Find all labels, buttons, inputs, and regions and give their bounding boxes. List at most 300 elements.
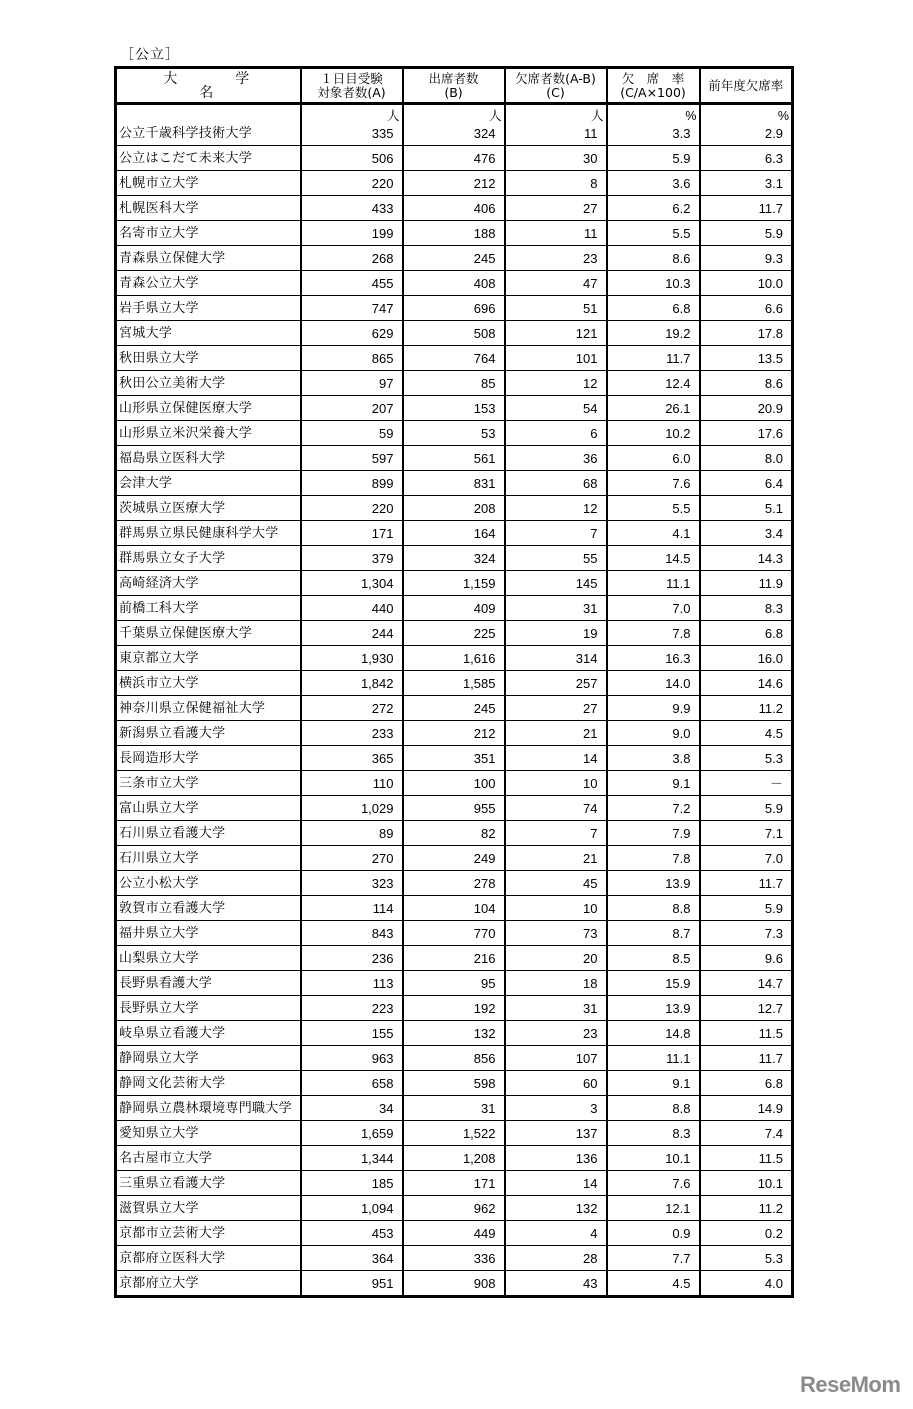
cell-value: 47 xyxy=(583,276,598,291)
cell-value: 26.1 xyxy=(665,401,691,416)
university-name-cell xyxy=(116,971,301,996)
cell-value: 82 xyxy=(481,826,496,841)
value-cell xyxy=(403,171,505,196)
value-cell xyxy=(301,546,403,571)
value-cell xyxy=(505,896,607,921)
cell-value: 19 xyxy=(583,626,598,641)
cell-value: 8.0 xyxy=(764,451,783,466)
value-cell xyxy=(505,771,607,796)
cell-value: 449 xyxy=(473,1226,496,1241)
cell-value: 207 xyxy=(371,401,394,416)
value-cell xyxy=(403,496,505,521)
cell-value: 11.5 xyxy=(758,1026,783,1041)
value-cell xyxy=(607,1046,700,1071)
university-name-cell xyxy=(116,1021,301,1046)
value-cell xyxy=(301,996,403,1021)
cell-value: 4.5 xyxy=(672,1276,691,1291)
cell-value: 278 xyxy=(473,876,496,891)
value-cell xyxy=(301,196,403,221)
value-cell xyxy=(301,521,403,546)
table-row xyxy=(116,846,793,871)
value-cell xyxy=(301,371,403,396)
value-cell xyxy=(505,621,607,646)
value-cell xyxy=(505,1171,607,1196)
cell-value: 1,930 xyxy=(360,651,394,666)
cell-value: 3.3 xyxy=(672,126,691,141)
table-row xyxy=(116,146,793,171)
cell-value: 34 xyxy=(379,1101,394,1116)
university-name-cell xyxy=(116,221,301,246)
unit-label: 人 xyxy=(386,109,400,123)
value-cell xyxy=(505,1021,607,1046)
value-cell xyxy=(403,1121,505,1146)
value-cell xyxy=(700,1246,793,1271)
value-cell xyxy=(700,221,793,246)
cell-value: 110 xyxy=(372,776,394,791)
value-cell xyxy=(403,1146,505,1171)
value-cell xyxy=(700,746,793,771)
cell-value: 9.0 xyxy=(672,726,691,741)
value-cell xyxy=(505,396,607,421)
cell-value: 223 xyxy=(371,1001,394,1016)
cell-value: 963 xyxy=(371,1051,394,1066)
value-cell xyxy=(301,496,403,521)
value-cell xyxy=(301,146,403,171)
value-cell xyxy=(607,1121,700,1146)
cell-value: 1,344 xyxy=(360,1151,394,1166)
cell-value: 1,842 xyxy=(360,676,394,691)
value-cell xyxy=(301,596,403,621)
cell-value: 379 xyxy=(371,551,394,566)
value-cell xyxy=(505,746,607,771)
university-name-cell xyxy=(116,721,301,746)
university-name: 東京都立大学 xyxy=(119,651,199,666)
value-cell xyxy=(505,846,607,871)
value-cell xyxy=(607,696,700,721)
cell-value: 2.9 xyxy=(764,126,783,141)
cell-value: 10.1 xyxy=(665,1151,691,1166)
cell-value: 11.7 xyxy=(758,1051,783,1066)
university-name-cell xyxy=(116,696,301,721)
cell-value: 5.5 xyxy=(672,226,691,241)
table-row xyxy=(116,1046,793,1071)
cell-value: 43 xyxy=(583,1276,598,1291)
cell-value: 11.9 xyxy=(758,576,783,591)
university-name-cell xyxy=(116,521,301,546)
value-cell xyxy=(505,596,607,621)
value-cell xyxy=(607,1071,700,1096)
cell-value: 14.8 xyxy=(665,1026,691,1041)
table-row xyxy=(116,321,793,346)
value-cell xyxy=(403,696,505,721)
value-cell xyxy=(505,571,607,596)
value-cell xyxy=(607,371,700,396)
value-cell xyxy=(505,946,607,971)
value-cell xyxy=(505,1196,607,1221)
value-cell xyxy=(607,296,700,321)
cell-value: 8.6 xyxy=(672,251,691,266)
university-name: 札幌市立大学 xyxy=(119,176,199,191)
table-row xyxy=(116,1121,793,1146)
cell-value: 132 xyxy=(473,1026,496,1041)
value-cell xyxy=(403,371,505,396)
cell-value: 12 xyxy=(583,376,598,391)
header-row xyxy=(116,68,793,104)
cell-value: 433 xyxy=(371,201,394,216)
university-name-cell xyxy=(116,871,301,896)
cell-value: 14.0 xyxy=(665,676,691,691)
value-cell xyxy=(505,646,607,671)
value-cell xyxy=(505,146,607,171)
table-row xyxy=(116,371,793,396)
cell-value: 561 xyxy=(473,451,496,466)
value-cell xyxy=(403,796,505,821)
cell-value: 1,522 xyxy=(462,1126,496,1141)
university-name-cell xyxy=(116,1196,301,1221)
cell-value: 0.2 xyxy=(764,1226,783,1241)
column-header-line1: 大 学 名 xyxy=(163,70,308,101)
value-cell xyxy=(607,571,700,596)
table-row xyxy=(116,471,793,496)
cell-value: 89 xyxy=(379,826,394,841)
university-name: 青森公立大学 xyxy=(119,276,199,291)
university-name-cell xyxy=(116,946,301,971)
cell-value: 12.7 xyxy=(757,1001,783,1016)
value-cell xyxy=(505,1121,607,1146)
cell-value: 5.3 xyxy=(764,1251,783,1266)
value-cell xyxy=(301,321,403,346)
cell-value: 9.9 xyxy=(672,701,691,716)
cell-value: 208 xyxy=(473,501,496,516)
cell-value: 11.7 xyxy=(666,351,691,366)
cell-value: 164 xyxy=(473,526,496,541)
value-cell xyxy=(301,1096,403,1121)
value-cell xyxy=(700,321,793,346)
cell-value: 658 xyxy=(371,1076,394,1091)
cell-value: 107 xyxy=(575,1051,598,1066)
cell-value: 4.1 xyxy=(672,526,691,541)
value-cell xyxy=(505,871,607,896)
table-row xyxy=(116,1221,793,1246)
value-cell xyxy=(607,871,700,896)
cell-value: 8.3 xyxy=(764,601,783,616)
cell-value: 843 xyxy=(371,926,394,941)
value-cell xyxy=(700,671,793,696)
cell-value: 27 xyxy=(583,201,598,216)
cell-value: 68 xyxy=(583,476,598,491)
cell-value: 8.3 xyxy=(672,1126,691,1141)
value-cell xyxy=(403,446,505,471)
cell-value: 9.3 xyxy=(764,251,783,266)
value-cell xyxy=(403,396,505,421)
value-cell xyxy=(700,796,793,821)
table-row xyxy=(116,646,793,671)
cell-value: 12.4 xyxy=(665,376,691,391)
cell-value: 17.8 xyxy=(757,326,783,341)
cell-value: 6.8 xyxy=(672,301,691,316)
unit-label: % xyxy=(685,109,697,123)
cell-value: 4 xyxy=(590,1226,598,1241)
value-cell xyxy=(700,1146,793,1171)
cell-value: 951 xyxy=(371,1276,394,1291)
value-cell xyxy=(700,346,793,371)
table-row xyxy=(116,946,793,971)
value-cell xyxy=(607,796,700,821)
value-cell xyxy=(607,446,700,471)
value-cell xyxy=(403,671,505,696)
cell-value: 8 xyxy=(590,176,598,191)
university-name: 茨城県立医療大学 xyxy=(119,501,226,516)
value-cell xyxy=(301,1171,403,1196)
value-cell xyxy=(505,421,607,446)
value-cell xyxy=(607,246,700,271)
university-name: 千葉県立保健医療大学 xyxy=(119,626,253,641)
cell-value: 11 xyxy=(584,226,598,241)
cell-value: 132 xyxy=(575,1201,598,1216)
cell-value: 171 xyxy=(371,526,394,541)
value-cell xyxy=(607,996,700,1021)
value-cell xyxy=(403,1221,505,1246)
value-cell xyxy=(607,846,700,871)
cell-value: 13.9 xyxy=(665,876,691,891)
university-name: 福井県立大学 xyxy=(119,926,199,941)
cell-value: 6.8 xyxy=(764,626,783,641)
cell-value: 23 xyxy=(583,1026,598,1041)
cell-value: 11.1 xyxy=(666,1051,691,1066)
value-cell xyxy=(505,521,607,546)
cell-value: 7.3 xyxy=(764,926,783,941)
university-name: 石川県立大学 xyxy=(119,851,199,866)
cell-value: 28 xyxy=(583,1251,598,1266)
value-cell xyxy=(505,171,607,196)
table-row xyxy=(116,546,793,571)
university-name-cell xyxy=(116,671,301,696)
cell-value: 13.9 xyxy=(665,1001,691,1016)
university-name-cell xyxy=(116,646,301,671)
cell-value: 21 xyxy=(583,726,598,741)
value-cell xyxy=(607,471,700,496)
value-cell xyxy=(301,104,403,146)
value-cell xyxy=(607,646,700,671)
value-cell xyxy=(607,946,700,971)
cell-value: 268 xyxy=(371,251,394,266)
value-cell xyxy=(403,621,505,646)
value-cell xyxy=(607,1021,700,1046)
university-name-cell xyxy=(116,171,301,196)
university-name: 石川県立看護大学 xyxy=(119,826,226,841)
cell-value: 5.1 xyxy=(764,501,783,516)
column-header-line1: 出席者数 xyxy=(428,70,479,86)
cell-value: 508 xyxy=(473,326,496,341)
value-cell xyxy=(505,246,607,271)
value-cell xyxy=(607,621,700,646)
cell-value: 16.3 xyxy=(665,651,691,666)
cell-value: 121 xyxy=(575,326,598,341)
table-row xyxy=(116,571,793,596)
university-name: 滋賀県立大学 xyxy=(119,1201,199,1216)
cell-value: 60 xyxy=(583,1076,598,1091)
cell-value: 4.0 xyxy=(764,1276,783,1291)
value-cell xyxy=(700,571,793,596)
cell-value: 55 xyxy=(583,551,598,566)
cell-value: 14.6 xyxy=(757,676,783,691)
university-name: 富山県立大学 xyxy=(119,801,199,816)
value-cell xyxy=(700,371,793,396)
university-name: 秋田県立大学 xyxy=(119,351,199,366)
value-cell xyxy=(403,221,505,246)
cell-value: 212 xyxy=(473,726,496,741)
value-cell xyxy=(505,696,607,721)
value-cell xyxy=(505,371,607,396)
cell-value: 3.8 xyxy=(672,751,691,766)
value-cell xyxy=(403,1046,505,1071)
value-cell xyxy=(301,721,403,746)
cell-value: 85 xyxy=(481,376,496,391)
university-name: 宮城大学 xyxy=(119,326,173,341)
cell-value: 171 xyxy=(473,1176,496,1191)
value-cell xyxy=(700,546,793,571)
cell-value: 3.1 xyxy=(764,176,783,191)
value-cell xyxy=(301,346,403,371)
value-cell xyxy=(607,971,700,996)
value-cell xyxy=(301,296,403,321)
cell-value: 10 xyxy=(583,776,598,791)
value-cell xyxy=(403,746,505,771)
value-cell xyxy=(403,646,505,671)
cell-value: 8.8 xyxy=(672,901,691,916)
cell-value: 54 xyxy=(583,401,598,416)
unit-label: 人 xyxy=(488,109,502,123)
table-row xyxy=(116,446,793,471)
value-cell xyxy=(700,1221,793,1246)
table-row xyxy=(116,1171,793,1196)
value-cell xyxy=(607,596,700,621)
university-name: 秋田公立美術大学 xyxy=(119,376,226,391)
value-cell xyxy=(607,421,700,446)
cell-value: 74 xyxy=(583,801,598,816)
university-name: 山形県立米沢栄養大学 xyxy=(119,426,253,441)
table-row xyxy=(116,971,793,996)
university-name: 公立小松大学 xyxy=(119,876,199,891)
cell-value: 8.7 xyxy=(672,926,691,941)
cell-value: 1,208 xyxy=(462,1151,496,1166)
university-name-cell xyxy=(116,1071,301,1096)
cell-value: 6.3 xyxy=(764,151,783,166)
university-name-cell xyxy=(116,996,301,1021)
cell-value: 45 xyxy=(583,876,598,891)
value-cell xyxy=(700,821,793,846)
table-row xyxy=(116,496,793,521)
value-cell xyxy=(700,621,793,646)
table-row xyxy=(116,696,793,721)
cell-value: 199 xyxy=(371,226,394,241)
cell-value: 220 xyxy=(371,176,394,191)
table-row xyxy=(116,796,793,821)
table-row xyxy=(116,671,793,696)
value-cell xyxy=(301,921,403,946)
cell-value: 153 xyxy=(473,401,496,416)
university-name-cell xyxy=(116,821,301,846)
university-name-cell xyxy=(116,1096,301,1121)
university-name: 長岡造形大学 xyxy=(119,751,199,766)
university-name-cell xyxy=(116,471,301,496)
cell-value: 506 xyxy=(371,151,394,166)
cell-value: 409 xyxy=(473,601,496,616)
university-name: 京都府立医科大学 xyxy=(119,1251,226,1266)
value-cell xyxy=(505,546,607,571)
cell-value: 13.5 xyxy=(757,351,783,366)
value-cell xyxy=(505,196,607,221)
cell-value: 7.8 xyxy=(672,851,691,866)
table-row xyxy=(116,1021,793,1046)
cell-value: 364 xyxy=(371,1251,394,1266)
university-name-cell xyxy=(116,496,301,521)
cell-value: 270 xyxy=(371,851,394,866)
cell-value: 15.9 xyxy=(665,976,691,991)
value-cell xyxy=(700,871,793,896)
cell-value: 11.1 xyxy=(666,576,691,591)
cell-value: 1,659 xyxy=(360,1126,394,1141)
table-row xyxy=(116,196,793,221)
value-cell xyxy=(607,546,700,571)
cell-value: 323 xyxy=(371,876,394,891)
university-name: 長野県看護大学 xyxy=(119,976,213,991)
value-cell xyxy=(607,521,700,546)
cell-value: 6.2 xyxy=(672,201,691,216)
value-cell xyxy=(301,1196,403,1221)
value-cell xyxy=(301,396,403,421)
value-cell xyxy=(700,896,793,921)
table-row xyxy=(116,871,793,896)
value-cell xyxy=(301,971,403,996)
value-cell xyxy=(301,221,403,246)
university-name: 愛知県立大学 xyxy=(119,1126,199,1141)
value-cell xyxy=(403,896,505,921)
table-row xyxy=(116,771,793,796)
university-name: 札幌医科大学 xyxy=(119,201,199,216)
value-cell xyxy=(607,721,700,746)
value-cell xyxy=(505,721,607,746)
column-header-line1: 欠席者数(A-B) xyxy=(515,70,596,86)
value-cell xyxy=(505,471,607,496)
cell-value: 113 xyxy=(372,976,394,991)
cell-value: 20.9 xyxy=(757,401,783,416)
cell-value: 233 xyxy=(371,726,394,741)
university-name: 静岡県立大学 xyxy=(119,1051,199,1066)
value-cell xyxy=(403,1171,505,1196)
value-cell xyxy=(403,321,505,346)
university-name-cell xyxy=(116,621,301,646)
cell-value: 155 xyxy=(371,1026,394,1041)
value-cell xyxy=(700,521,793,546)
value-cell xyxy=(700,946,793,971)
value-cell xyxy=(403,246,505,271)
cell-value: 6 xyxy=(590,426,598,441)
value-cell xyxy=(607,1221,700,1246)
column-header xyxy=(301,68,403,104)
value-cell xyxy=(301,1046,403,1071)
value-cell xyxy=(700,496,793,521)
cell-value: 770 xyxy=(473,926,496,941)
cell-value: 12.1 xyxy=(665,1201,691,1216)
cell-value: 629 xyxy=(371,326,394,341)
table-row xyxy=(116,1096,793,1121)
cell-value: 12 xyxy=(583,501,598,516)
cell-value: 27 xyxy=(583,701,598,716)
value-cell xyxy=(301,1071,403,1096)
cell-value: 11.2 xyxy=(758,1201,783,1216)
university-name: 青森県立保健大学 xyxy=(119,251,226,266)
